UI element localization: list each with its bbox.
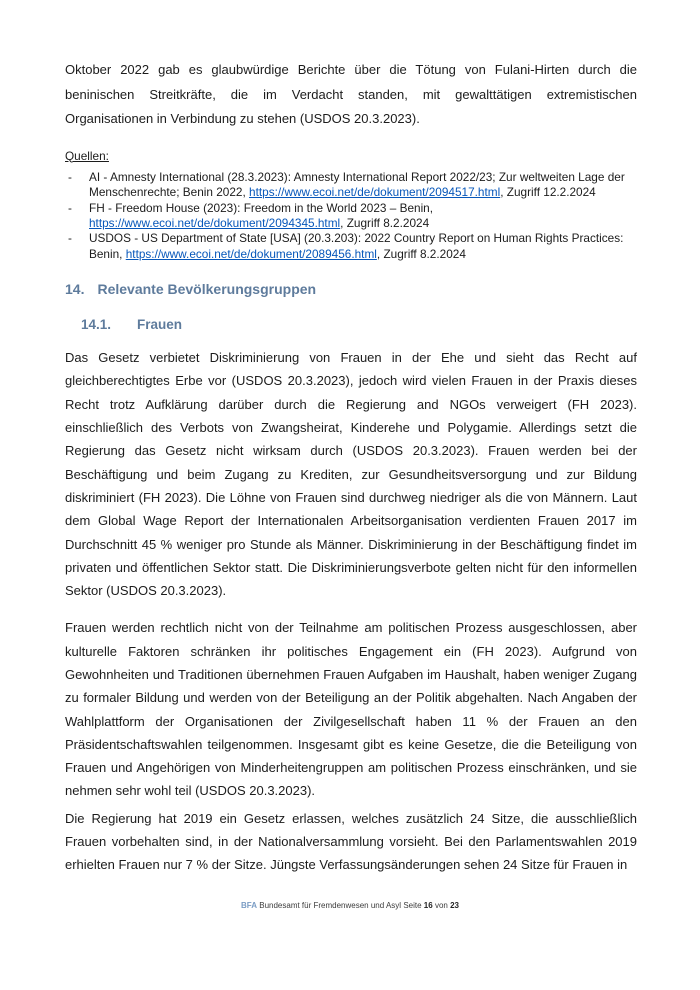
subsection-number: 14.1. bbox=[81, 317, 112, 333]
source-item bbox=[65, 170, 637, 201]
body-paragraph: Das Gesetz verbietet Diskriminierung von Frauen in der Ehe und sieht das Recht auf gleichberechtigtes Erbe vor (USDOS 20.3.2023), jedoch wird vielen Frauen in der Praxis dieses Recht trotz Aufklärung darüber durch die Regierung and NGOs verweigert (FH 2023). einschließlich des Verbots von Zwangsheirat, Kinderehe und Polygamie. Allerdings setzt die Regierung das Gesetz nicht wirksam durch (USDOS 20.3.2023). Frauen werden bei der Beschäftigung und beim Zugang zu Krediten, zur Gesundheitsversorgung und zur Bildung diskriminiert (FH 2023). Die Löhne von Frauen sind durchweg niedriger als die von Männern. Laut dem Global Wage Report der Internationalen Arbeitsorganisation verdienten Frauen 2017 im Durchschnitt 45 % weniger pro Stunde als Männer. Diskriminierung in der Beschäftigung findet im privaten und öffentlichen Sektor statt. Die Diskriminierungsverbote gelten nicht für den informellen Sektor (USDOS 20.3.2023). bbox=[65, 350, 637, 599]
source-link[interactable]: https://www.ecoi.net/de/dokument/2089456.html bbox=[125, 246, 377, 261]
intro-paragraph: Oktober 2022 gab es glaubwürdige Berichte über die Tötung von Fulani-Hirten durch die beninischen Streitkräfte, die im Verdacht standen, mit gewalttätigen extremistischen Organisationen in Verbindung zu stehen (USDOS 20.3.2023). bbox=[65, 62, 637, 126]
footer-org-name: Bundesamt für Fremdenwesen und Asyl bbox=[259, 901, 402, 910]
body-paragraph: Frauen werden rechtlich nicht von der Teilnahme am politischen Prozess ausgeschlossen, aber kulturelle Faktoren schränken ihr politisches Engagement ein (FH 2023). Aufgrund von Gewohnheiten und Traditionen übernehmen Frauen Aufgaben im Haushalt, haben weniger Zugang zu formaler Bildung und werden von der Beteiligung an der Politik abgehalten. Nach Angaben der Wahlplattform der Organisationen der Zivilgesellschaft haben 11 % der Frauen an den Präsidentschaftswahlen teilgenommen. Insgesamt gibt es keine Gesetze, die die Beteiligung von Frauen und Angehörigen von Minderheitengruppen am politischen Prozess einschränken, und sie nehmen sehr wohl teil (USDOS 20.3.2023). bbox=[65, 620, 637, 799]
list-bullet: - bbox=[68, 231, 72, 246]
source-link[interactable]: https://www.ecoi.net/de/dokument/2094517.html bbox=[249, 185, 501, 200]
section-number: 14. bbox=[65, 281, 85, 298]
bfa-logo: BFA bbox=[241, 901, 257, 910]
list-bullet: - bbox=[68, 200, 72, 215]
subsection-heading bbox=[81, 317, 637, 332]
source-item bbox=[65, 201, 637, 232]
page-footer bbox=[0, 901, 700, 910]
source-link[interactable]: https://www.ecoi.net/de/dokument/2094345.html bbox=[89, 215, 341, 230]
source-item bbox=[65, 231, 637, 262]
section-heading bbox=[65, 281, 637, 297]
source-text: USDOS - US Department of State [USA] (20.3.203): 2022 Country Report on Human Rights Practices: Benin, https://www.ecoi.net/de/dokument/2089456.html, Zugriff 8.2.2024 bbox=[89, 231, 624, 261]
footer-page-word: Seite bbox=[403, 901, 422, 910]
sources-list bbox=[65, 170, 637, 262]
footer-page-number: 16 bbox=[423, 901, 433, 910]
sources-heading: Quellen: bbox=[65, 148, 109, 163]
source-text: AI - Amnesty International (28.3.2023): Amnesty International Report 2022/23; Zur weltweiten Lage der Menschenrechte; Benin 2022, https://www.ecoi.net/de/dokument/2094517.html, Zugriff 12.2.2024 bbox=[89, 169, 625, 200]
body-paragraph: Die Regierung hat 2019 ein Gesetz erlassen, welches zusätzlich 24 Sitze, die ausschließlich Frauen vorbehalten sind, in der Nationalversammlung vorsieht. Bei den Parlamentswahlen 2019 erhielten Frauen nur 7 % der Sitze. Jüngste Verfassungsänderungen sehen 24 Sitze für Frauen in bbox=[65, 810, 637, 873]
list-bullet: - bbox=[68, 169, 72, 184]
footer-total-pages: 23 bbox=[450, 901, 459, 910]
subsection-title: Frauen bbox=[137, 317, 183, 333]
section-title: Relevante Bevölkerungsgruppen bbox=[97, 281, 317, 298]
footer-of-word: von bbox=[434, 901, 448, 910]
source-text: FH - Freedom House (2023): Freedom in the World 2023 – Benin, https://www.ecoi.net/de/dokument/2094345.html, Zugriff 8.2.2024 bbox=[89, 200, 434, 230]
